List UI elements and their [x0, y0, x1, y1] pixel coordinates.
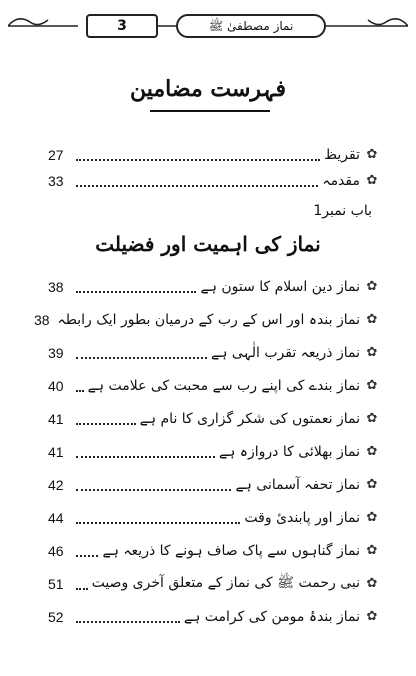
entry-page: 41 [48, 411, 64, 427]
page-header [8, 8, 408, 44]
toc-entry[interactable] [48, 441, 378, 463]
dot-leader [76, 611, 180, 623]
entry-label: نماز گناہوں سے پاک صاف ہونے کا ذریعہ ہے [102, 543, 360, 559]
flower-bullet-icon: ✿ [366, 173, 378, 188]
flower-bullet-icon: ✿ [366, 345, 378, 360]
toc-entry[interactable] [48, 375, 378, 397]
entry-page: 52 [48, 609, 64, 625]
entry-page: 38 [33, 312, 50, 328]
dot-leader [76, 578, 88, 590]
dot-leader [76, 479, 231, 491]
entry-label: نماز بندۂ مومن کی کرامت ہے [183, 609, 360, 625]
entry-page: 40 [48, 378, 64, 394]
entry-label: نبی رحمت ﷺ کی نماز کے متعلق آخری وصیت [91, 575, 360, 591]
flower-bullet-icon: ✿ [366, 378, 378, 393]
toc-entry[interactable] [48, 342, 378, 364]
entry-label: تقریظ [324, 147, 360, 163]
entry-page: 27 [48, 147, 64, 163]
flower-bullet-icon: ✿ [366, 543, 378, 558]
dot-leader [76, 380, 84, 392]
page-number: 3 [86, 14, 158, 38]
toc-entry[interactable] [48, 276, 378, 298]
entry-page: 51 [48, 576, 64, 592]
entry-label: نماز بھلائی کا دروازہ ہے [218, 444, 360, 460]
dot-leader [76, 175, 318, 187]
entry-label: نماز بندہ اور اس کے رب کے درمیان بطور ایک رابطہ [57, 312, 360, 328]
entry-page: 33 [48, 173, 64, 189]
entry-page: 41 [48, 444, 64, 460]
dot-leader [76, 413, 136, 425]
flower-bullet-icon: ✿ [366, 609, 378, 624]
entry-label: نماز نعمتوں کی شکر گزاری کا نام ہے [139, 411, 360, 427]
toc-entry[interactable] [48, 606, 378, 628]
entry-page: 42 [48, 477, 64, 493]
chapter-number: باب نمبر1 [313, 203, 372, 219]
dot-leader [76, 512, 240, 524]
entry-page: 44 [48, 510, 64, 526]
flower-bullet-icon: ✿ [366, 576, 378, 591]
entry-page: 39 [48, 345, 64, 361]
toc-title: فہرست مضامین [130, 76, 286, 102]
flower-bullet-icon: ✿ [366, 477, 378, 492]
flower-bullet-icon: ✿ [366, 510, 378, 525]
dot-leader [76, 545, 98, 557]
flower-bullet-icon: ✿ [366, 312, 378, 327]
entry-label: نماز تحفہ آسمانی ہے [235, 477, 360, 493]
dot-leader [76, 347, 207, 359]
dot-leader [76, 281, 196, 293]
toc-entry[interactable] [48, 474, 378, 496]
title-underline [150, 110, 270, 112]
toc-entry[interactable] [48, 144, 378, 166]
toc-entry[interactable] [48, 408, 378, 430]
toc-entry[interactable] [48, 170, 378, 192]
entry-page: 46 [48, 543, 64, 559]
flower-bullet-icon: ✿ [366, 411, 378, 426]
toc-entry[interactable] [48, 540, 378, 562]
flower-bullet-icon: ✿ [366, 147, 378, 162]
flower-bullet-icon: ✿ [366, 279, 378, 294]
entry-label: مقدمہ [322, 173, 360, 189]
entry-label: نماز ذریعہ تقرب الٰہی ہے [211, 345, 360, 361]
entry-page: 38 [48, 279, 64, 295]
entry-label: نماز دین اسلام کا ستون ہے [200, 279, 360, 295]
toc-entry[interactable] [33, 309, 378, 331]
chapter-title: نماز کی اہمیت اور فضیلت [95, 232, 321, 256]
flower-bullet-icon: ✿ [366, 444, 378, 459]
dot-leader [76, 446, 215, 458]
running-title: نماز مصطفیٰ ﷺ [176, 14, 326, 38]
dot-leader [76, 149, 320, 161]
toc-entry[interactable] [48, 573, 378, 595]
entry-label: نماز بندے کی اپنے رب سے محبت کی علامت ہے [87, 378, 360, 394]
entry-label: نماز اور پابندیٔ وقت [244, 510, 360, 526]
toc-entry[interactable] [48, 507, 378, 529]
